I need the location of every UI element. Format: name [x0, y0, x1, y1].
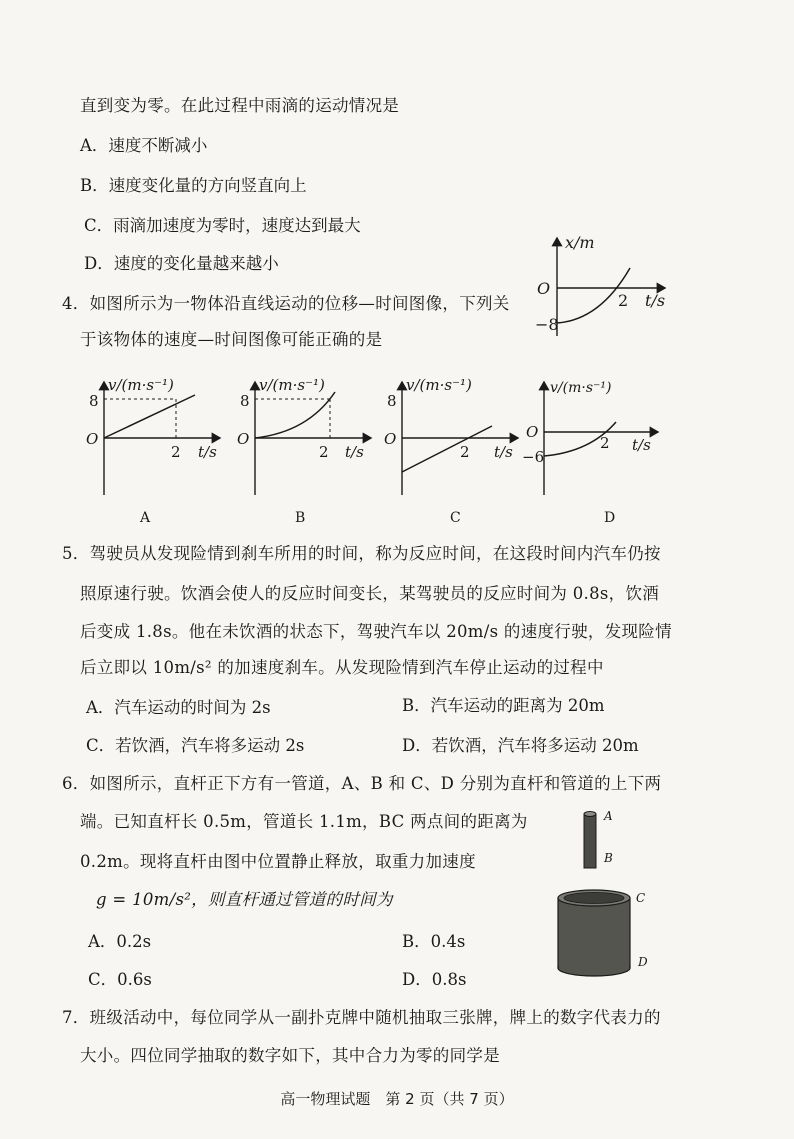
label-c: C [636, 891, 646, 905]
q6-option-b: B．0.4s [402, 932, 466, 951]
graph-d-y-label: v/(m·s⁻¹) [550, 380, 612, 396]
q5-stem-line2: 照原速行驶。饮酒会使人的反应时间变长，某驾驶员的反应时间为 0.8s，饮酒 [80, 584, 660, 603]
q6-stem-line1: 6．如图所示，直杆正下方有一管道，A、B 和 C、D 分别为直杆和管道的上下两 [62, 774, 662, 793]
graph-a-caption: A [140, 510, 151, 526]
q6-option-a: A．0.2s [88, 932, 152, 951]
q5-stem-line4: 后立即以 10m/s² 的加速度刹车。从发现险情到汽车停止运动的过程中 [80, 658, 604, 677]
graph-c-y-tick: 8 [387, 392, 397, 410]
q4-graph-a [82, 370, 232, 500]
q4-graph-b [233, 370, 383, 500]
xt-origin: O [537, 279, 551, 298]
xt-x-label: t/s [645, 291, 666, 310]
q4-xt-graph [525, 228, 675, 343]
graph-c-line [402, 426, 492, 472]
q3-stem: 直到变为零。在此过程中雨滴的运动情况是 [80, 96, 400, 115]
graph-c-x-tick: 2 [460, 443, 470, 461]
rod [584, 814, 596, 868]
q3-option-b: B．速度变化量的方向竖直向上 [80, 176, 307, 195]
q7-stem-line1: 7．班级活动中，每位同学从一副扑克牌中随机抽取三张牌，牌上的数字代表力的 [62, 1008, 661, 1027]
label-d: D [638, 955, 648, 969]
q6-stem-line3: 0.2m。现将直杆由图中位置静止释放，取重力加速度 [80, 852, 476, 871]
graph-d-origin: O [526, 423, 539, 441]
graph-a-y-label: v/(m·s⁻¹) [108, 376, 174, 394]
q3-option-a: A．速度不断减小 [80, 136, 208, 155]
q4-graph-d [520, 370, 670, 500]
graph-a-x-tick: 2 [171, 443, 181, 461]
graph-c-caption: C [450, 510, 461, 526]
q4-stem-line1: 4．如图所示为一物体沿直线运动的位移—时间图像，下列关 [62, 294, 510, 313]
graph-d-x-label: t/s [632, 436, 651, 454]
q5-stem-line3: 后变成 1.8s。他在未饮酒的状态下，驾驶汽车以 20m/s 的速度行驶，发现险情 [80, 622, 672, 641]
label-b: B [604, 851, 613, 865]
q4-stem-line2: 于该物体的速度—时间图像可能正确的是 [80, 330, 383, 349]
q5-stem-line1: 5．驾驶员从发现险情到刹车所用的时间，称为反应时间，在这段时间内汽车仍按 [62, 544, 661, 563]
q4-graph-c [380, 370, 530, 500]
graph-b-y-label: v/(m·s⁻¹) [259, 376, 325, 394]
q3-option-c: C．雨滴加速度为零时，速度达到最大 [84, 216, 361, 235]
graph-d-x-tick: 2 [600, 434, 610, 452]
q5-option-b: B．汽车运动的距离为 20m [402, 696, 605, 715]
graph-a-origin: O [86, 430, 99, 448]
xt-y-tick: −8 [535, 315, 559, 334]
graph-c-y-label: v/(m·s⁻¹) [406, 376, 472, 394]
graph-b-x-tick: 2 [319, 443, 329, 461]
q5-option-d: D．若饮酒，汽车将多运动 20m [402, 736, 639, 755]
graph-b-y-tick: 8 [240, 392, 250, 410]
graph-b-x-label: t/s [345, 443, 364, 461]
graph-d-caption: D [604, 510, 616, 526]
q5-option-c: C．若饮酒，汽车将多运动 2s [86, 736, 305, 755]
xt-x-tick: 2 [618, 291, 629, 310]
graph-b-caption: B [295, 510, 306, 526]
graph-c-x-label: t/s [494, 443, 513, 461]
q6-stem-line4: g = 10m/s²，则直杆通过管道的时间为 [96, 890, 393, 909]
graph-a-line [104, 395, 195, 438]
q6-option-d: D．0.8s [402, 970, 467, 989]
label-a: A [604, 809, 613, 823]
q3-option-d: D．速度的变化量越来越小 [84, 254, 279, 273]
graph-b-origin: O [237, 430, 250, 448]
q6-stem-line2: 端。已知直杆长 0.5m，管道长 1.1m，BC 两点间的距离为 [80, 812, 528, 831]
q5-option-a: A．汽车运动的时间为 2s [86, 698, 271, 717]
page-footer: 高一物理试题 第 2 页（共 7 页） [280, 1090, 514, 1108]
graph-a-y-tick: 8 [89, 392, 99, 410]
q6-option-c: C．0.6s [88, 970, 152, 989]
graph-a-x-label: t/s [198, 443, 217, 461]
q6-rod-tube-figure [550, 800, 660, 980]
graph-d-y-tick: −6 [522, 448, 545, 466]
xt-y-label: x/m [565, 233, 595, 252]
q7-stem-line2: 大小。四位同学抽取的数字如下，其中合力为零的同学是 [80, 1046, 500, 1065]
graph-c-origin: O [384, 430, 397, 448]
